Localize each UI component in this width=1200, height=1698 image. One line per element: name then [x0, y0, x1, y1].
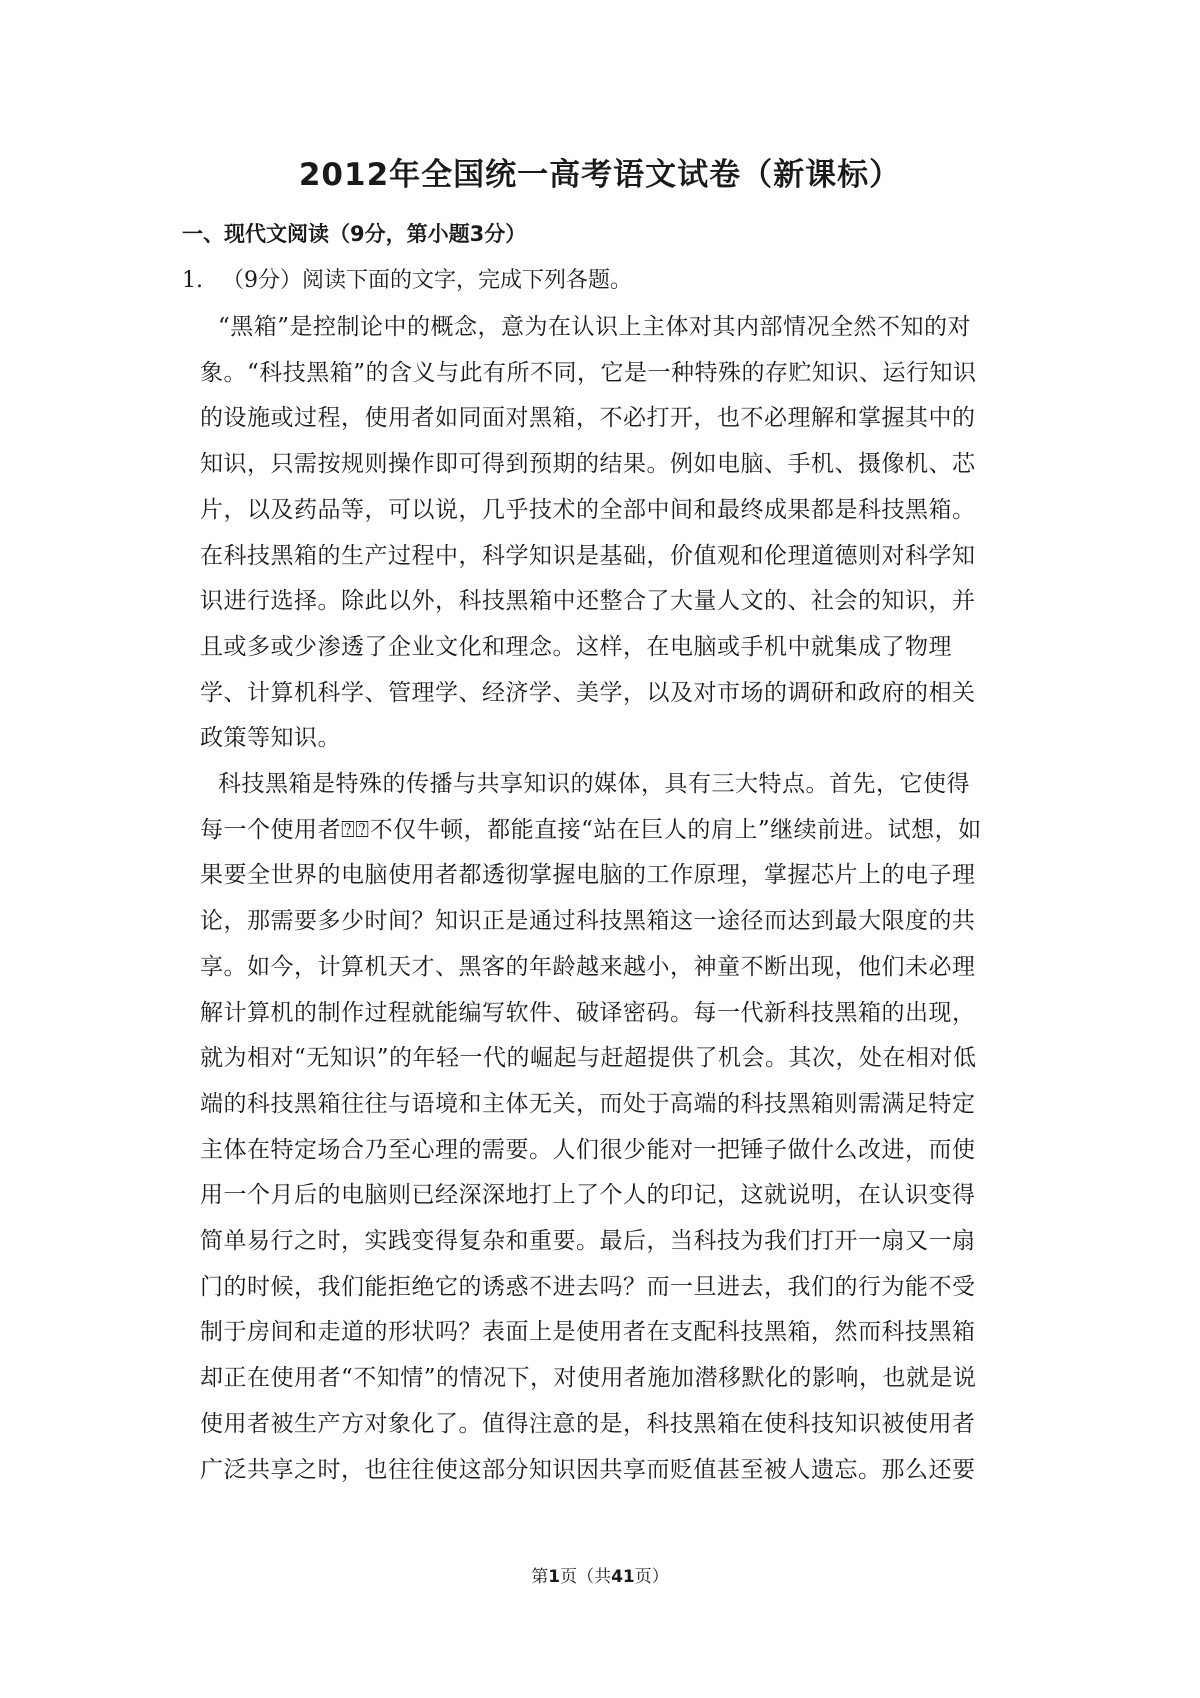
- section-heading: 一、现代文阅读（9分，第小题3分）: [182, 222, 527, 246]
- passage-line: 政策等知识。: [200, 725, 341, 752]
- passage-line: 且或多或少渗透了企业文化和理念。这样，在电脑或手机中就集成了物理: [200, 633, 952, 660]
- passage-line: 解计算机的制作过程就能编写软件、破译密码。每一代新科技黑箱的出现，: [200, 999, 976, 1026]
- question-text: （9分）阅读下面的文字，完成下列各题。: [222, 268, 632, 293]
- passage-line: 用一个月后的电脑则已经深深地打上了个人的印记，这就说明，在认识变得: [200, 1182, 976, 1209]
- passage-line: 制于房间和走道的形状吗？表面上是使用者在支配科技黑箱，然而科技黑箱: [200, 1319, 976, 1346]
- passage-line: 的设施或过程，使用者如同面对黑箱，不必打开，也不必理解和掌握其中的: [200, 405, 976, 432]
- passage-line: 在科技黑箱的生产过程中，科学知识是基础，价值观和伦理道德则对科学知: [200, 542, 976, 569]
- passage-line: “黑箱”是控制论中的概念，意为在认识上主体对其内部情况全然不知的对: [218, 314, 972, 340]
- passage-line: 主体在特定场合乃至心理的需要。人们很少能对一把锤子做什么改进，而使: [200, 1136, 976, 1163]
- passage-line: 科技黑箱是特殊的传播与共享知识的媒体，具有三大特点。首先，它使得: [218, 771, 970, 797]
- passage-line: 享。如今，计算机天才、黑客的年龄越来越小，神童不断出现，他们未必理: [200, 953, 976, 980]
- passage-line: 简单易行之时，实践变得复杂和重要。最后，当科技为我们打开一扇又一扇: [200, 1228, 976, 1254]
- passage-line: 每一个使用者⍰⍰不仅牛顿，都能直接“站在巨人的肩上”继续前进。试想，如: [200, 816, 982, 843]
- page-title: 2012年全国统一高考语文试卷（新课标）: [298, 157, 902, 193]
- passage-line: 却正在使用者“不知情”的情况下，对使用者施加潜移默化的影响，也就是说: [200, 1365, 977, 1392]
- passage-line: 果要全世界的电脑使用者都透彻掌握电脑的工作原理，掌握芯片上的电子理: [200, 862, 976, 889]
- footer-page-number: 1: [548, 1567, 561, 1587]
- passage-line: 知识，只需按规则操作即可得到预期的结果。例如电脑、手机、摄像机、芯: [200, 451, 976, 478]
- passage-line: 使用者被生产方对象化了。值得注意的是，科技黑箱在使科技知识被使用者: [200, 1410, 976, 1437]
- question-number: 1.: [182, 268, 203, 293]
- passage-line: 广泛共享之时，也往往使这部分知识因共享而贬值甚至被人遗忘。那么还要: [200, 1456, 976, 1483]
- passage-line: 就为相对“无知识”的年轻一代的崛起与赶超提供了机会。其次，处在相对低: [200, 1045, 977, 1072]
- footer-prefix: 第: [531, 1567, 549, 1587]
- passage-line: 识进行选择。除此以外，科技黑箱中还整合了大量人文的、社会的知识，并: [200, 588, 976, 615]
- question-prompt: [182, 266, 632, 296]
- passage-line: 论，那需要多少时间？知识正是通过科技黑箱这一途径而达到最大限度的共: [200, 908, 976, 935]
- footer-total-pages: 41: [611, 1567, 635, 1587]
- passage-line: 门的时候，我们能拒绝它的诱惑不进去吗？而一旦进去，我们的行为能不受: [200, 1273, 976, 1300]
- passage-line: 象。“科技黑箱”的含义与此有所不同，它是一种特殊的存贮知识、运行知识: [200, 359, 977, 386]
- passage-line: 学、计算机科学、管理学、经济学、美学，以及对市场的调研和政府的相关: [200, 679, 976, 706]
- footer-suffix: 页）: [634, 1567, 669, 1587]
- passage-line: 端的科技黑箱往往与语境和主体无关，而处于高端的科技黑箱则需满足特定: [200, 1090, 976, 1117]
- footer-middle: 页（共: [560, 1567, 612, 1587]
- passage-line: 片，以及药品等，可以说，几乎技术的全部中间和最终成果都是科技黑箱。: [200, 496, 976, 523]
- page-footer: [0, 1565, 1200, 1589]
